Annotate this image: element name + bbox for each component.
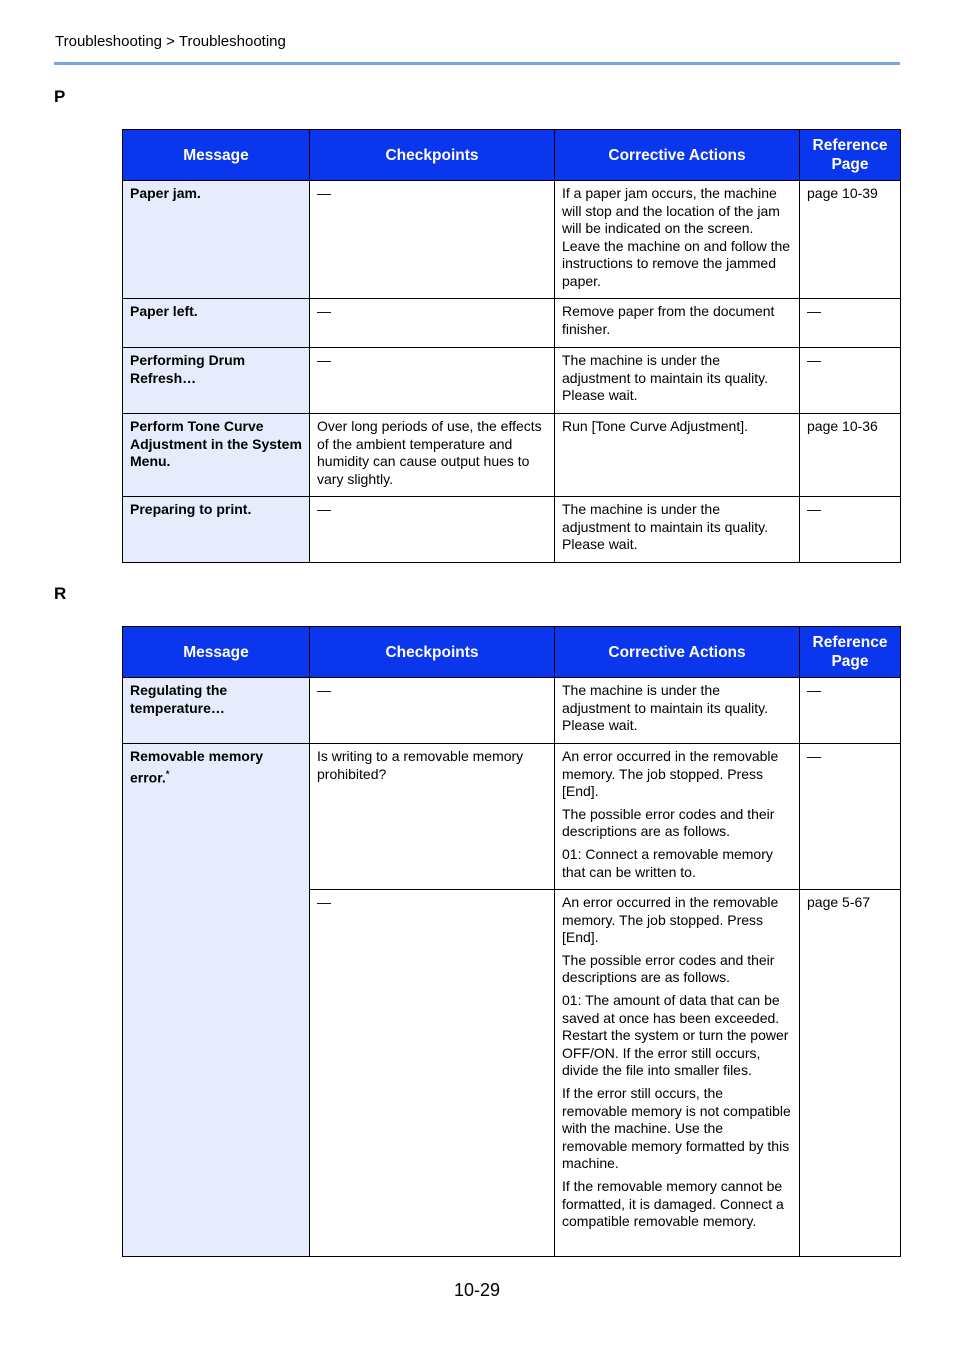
- section-letter-p: P: [54, 87, 66, 106]
- reference-cell: —: [800, 497, 901, 563]
- action-text: If a paper jam occurs, the machine will stop and the location of the jam will be indicated on the screen. Leave the machine on and follow the instructions to remove the jammed paper.: [562, 185, 791, 289]
- checkpoints-cell: —: [310, 181, 555, 299]
- action-text: If the removable memory cannot be formatted, it is damaged. Connect a compatible removable memory.: [562, 1177, 784, 1230]
- reference-header-line1: Reference: [812, 634, 888, 651]
- action-text: Remove paper from the document finisher.: [562, 303, 775, 337]
- table-section-r: [122, 626, 901, 1257]
- checkpoints-cell: Over long periods of use, the effects of the ambient temperature and humidity can cause output hues to vary slightly.: [310, 414, 555, 497]
- action-text: 01: Connect a removable memory that can be written to.: [562, 845, 773, 880]
- message-text: Removable memory error.: [130, 748, 264, 786]
- reference-cell: —: [800, 678, 901, 744]
- column-header-corrective-actions: Corrective Actions: [555, 130, 800, 181]
- corrective-actions-cell: [555, 181, 800, 299]
- column-header-checkpoints: Checkpoints: [310, 130, 555, 181]
- action-text: The possible error codes and their descriptions are as follows.: [562, 805, 775, 840]
- reference-cell: page 10-36: [800, 414, 901, 497]
- reference-header-line1: Reference: [812, 137, 888, 154]
- reference-header-line2: Page: [831, 653, 869, 670]
- message-cell: Paper left.: [123, 299, 310, 348]
- checkpoints-cell: —: [310, 497, 555, 563]
- table-row: [123, 678, 901, 744]
- reference-cell: —: [800, 299, 901, 348]
- corrective-actions-cell: [555, 744, 800, 890]
- checkpoints-cell: —: [310, 678, 555, 744]
- table-header-row: [123, 130, 901, 181]
- table-row: [123, 497, 901, 563]
- corrective-actions-cell: [555, 890, 800, 1257]
- table-section-p: [122, 129, 901, 563]
- checkpoints-cell: —: [310, 299, 555, 348]
- corrective-actions-cell: [555, 414, 800, 497]
- message-cell: Perform Tone Curve Adjustment in the System Menu.: [123, 414, 310, 497]
- corrective-actions-cell: [555, 497, 800, 563]
- action-text: 01: The amount of data that can be saved at once has been exceeded. Restart the system or turn the power OFF/ON. If the error still occurs, divide the file into smaller files.: [562, 991, 789, 1079]
- reference-cell: —: [800, 744, 901, 890]
- table-row: [123, 299, 901, 348]
- action-text: The possible error codes and their descriptions are as follows.: [562, 951, 775, 986]
- action-text: An error occurred in the removable memory. The job stopped. Press [End].: [562, 748, 779, 800]
- column-header-corrective-actions: Corrective Actions: [555, 627, 800, 678]
- action-text: The machine is under the adjustment to maintain its quality. Please wait.: [562, 501, 768, 553]
- reference-header-line2: Page: [831, 156, 869, 173]
- header-rule: [54, 62, 900, 65]
- checkpoints-cell: —: [310, 890, 555, 1257]
- message-cell: Regulating the temperature…: [123, 678, 310, 744]
- message-cell: Performing Drum Refresh…: [123, 348, 310, 414]
- reference-cell: page 10-39: [800, 181, 901, 299]
- message-cell: Preparing to print.: [123, 497, 310, 563]
- corrective-actions-cell: [555, 678, 800, 744]
- corrective-actions-cell: [555, 299, 800, 348]
- message-cell: Paper jam.: [123, 181, 310, 299]
- checkpoints-cell: Is writing to a removable memory prohibited?: [310, 744, 555, 890]
- action-text: If the error still occurs, the removable memory is not compatible with the machine. Use the removable memory formatted by this machine.: [562, 1084, 791, 1172]
- reference-cell: page 5-67: [800, 890, 901, 1257]
- message-cell: [123, 744, 310, 1257]
- table-row: [123, 181, 901, 299]
- column-header-reference-page: [800, 627, 901, 678]
- column-header-reference-page: [800, 130, 901, 181]
- action-text: Run [Tone Curve Adjustment].: [562, 418, 748, 434]
- section-letter-r: R: [54, 584, 67, 603]
- table-row: [123, 744, 901, 890]
- breadcrumb: Troubleshooting > Troubleshooting: [55, 33, 286, 50]
- reference-cell: —: [800, 348, 901, 414]
- checkpoints-cell: —: [310, 348, 555, 414]
- page-number: 10-29: [453, 1280, 501, 1300]
- column-header-checkpoints: Checkpoints: [310, 627, 555, 678]
- action-text: The machine is under the adjustment to maintain its quality. Please wait.: [562, 682, 768, 734]
- action-text: An error occurred in the removable memory. The job stopped. Press [End].: [562, 894, 779, 946]
- footnote-mark: *: [165, 768, 170, 779]
- corrective-actions-cell: [555, 348, 800, 414]
- table-header-row: [123, 627, 901, 678]
- column-header-message: Message: [123, 130, 310, 181]
- column-header-message: Message: [123, 627, 310, 678]
- table-row: [123, 348, 901, 414]
- action-text: The machine is under the adjustment to maintain its quality. Please wait.: [562, 352, 768, 404]
- table-row: [123, 414, 901, 497]
